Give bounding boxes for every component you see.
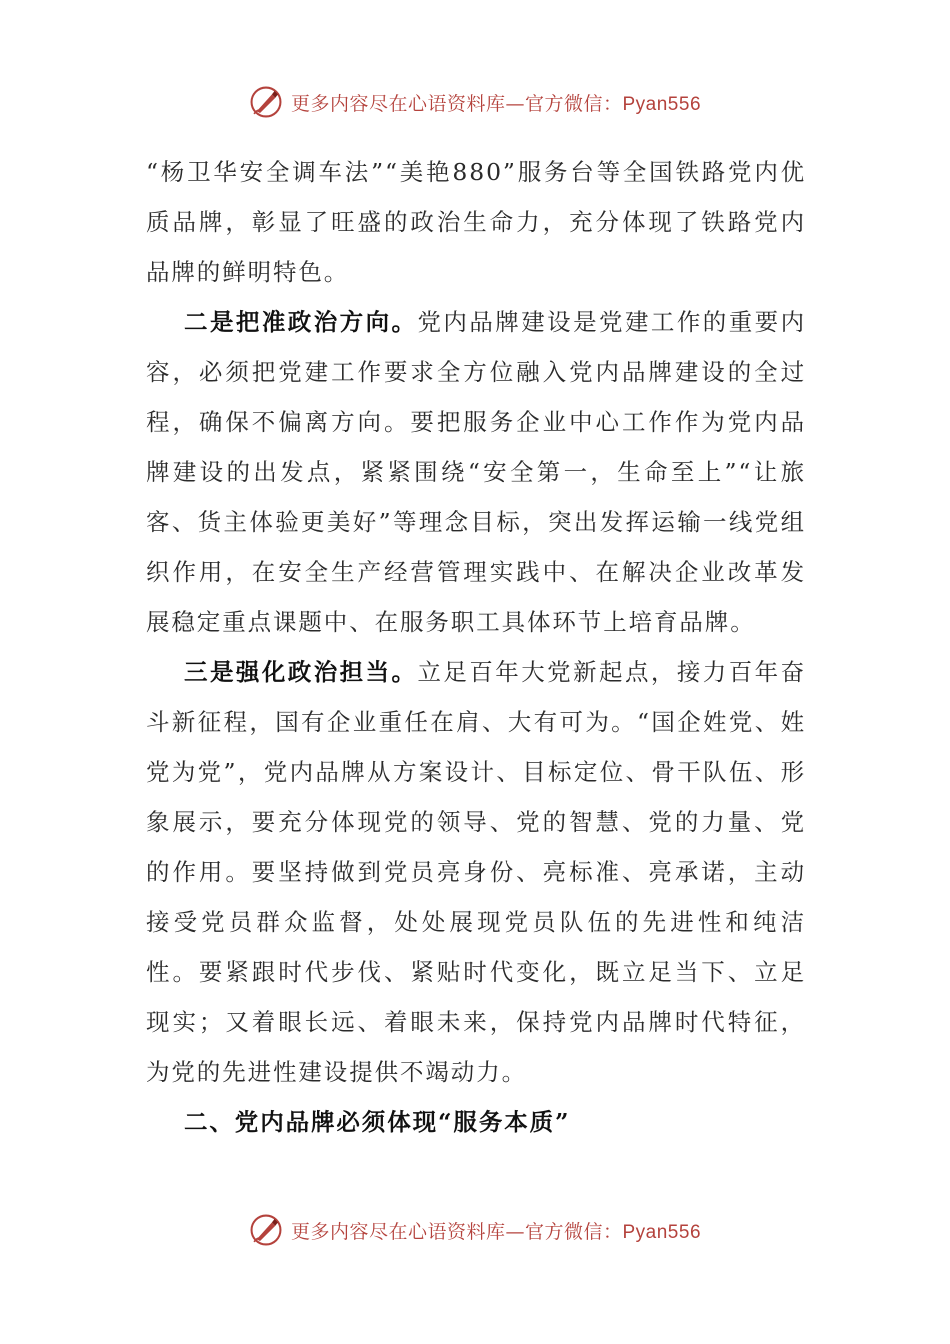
pen-nib-logo-icon bbox=[249, 85, 283, 119]
banner-wechat-label: 官方微信： bbox=[524, 92, 623, 115]
banner-title: 更多内容尽在心语资料库 bbox=[290, 1220, 506, 1243]
paragraph-political-direction bbox=[146, 297, 806, 647]
banner-title: 更多内容尽在心语资料库 bbox=[290, 92, 506, 115]
banner-text bbox=[291, 1217, 701, 1244]
paragraph-continuation: “杨卫华安全调车法”“美艳880”服务台等全国铁路党内优质品牌，彰显了旺盛的政治生命力，充分体现了铁路党内品牌的鲜明特色。 bbox=[146, 158, 806, 286]
document-body bbox=[146, 147, 806, 1147]
banner-separator: — bbox=[505, 92, 525, 115]
banner-separator: — bbox=[505, 1220, 525, 1243]
banner-wechat-id: Pyan556 bbox=[622, 1221, 702, 1243]
pen-nib-logo-icon bbox=[249, 1213, 283, 1247]
paragraph-body: 党内品牌建设是党建工作的重要内容，必须把党建工作要求全方位融入党内品牌建设的全过程，确保不偏离方向。要把服务企业中心工作作为党内品牌建设的出发点，紧紧围绕“安全第一，生命至上”“让旅客、货主体验更美好”等理念目标，突出发挥运输一线党组织作用，在安全生产经营管理实践中、在解决企业改革发展稳定重点课题中、在服务职工具体环节上培育品牌。 bbox=[146, 308, 806, 636]
banner-wechat-label: 官方微信： bbox=[524, 1220, 623, 1243]
banner-wechat-id: Pyan556 bbox=[622, 93, 702, 115]
paragraph-political-responsibility bbox=[146, 647, 806, 1097]
header-banner bbox=[0, 82, 950, 122]
banner-text bbox=[291, 89, 701, 116]
paragraph-body: 立足百年大党新起点，接力百年奋斗新征程，国有企业重任在肩、大有可为。“国企姓党、姓党为党”，党内品牌从方案设计、目标定位、骨干队伍、形象展示，要充分体现党的领导、党的智慧、党的力量、党的作用。要坚持做到党员亮身份、亮标准、亮承诺，主动接受党员群众监督，处处展现党员队伍的先进性和纯洁性。要紧跟时代步伐、紧贴时代变化，既立足当下、立足现实；又着眼长远、着眼未来，保持党内品牌时代特征，为党的先进性建设提供不竭动力。 bbox=[146, 658, 806, 1086]
paragraph-lead: 二是把准政治方向。 bbox=[184, 308, 418, 336]
section-heading: 二、党内品牌必须体现“服务本质” bbox=[184, 1108, 571, 1136]
footer-banner bbox=[0, 1210, 950, 1250]
paragraph-lead: 三是强化政治担当。 bbox=[184, 658, 418, 686]
